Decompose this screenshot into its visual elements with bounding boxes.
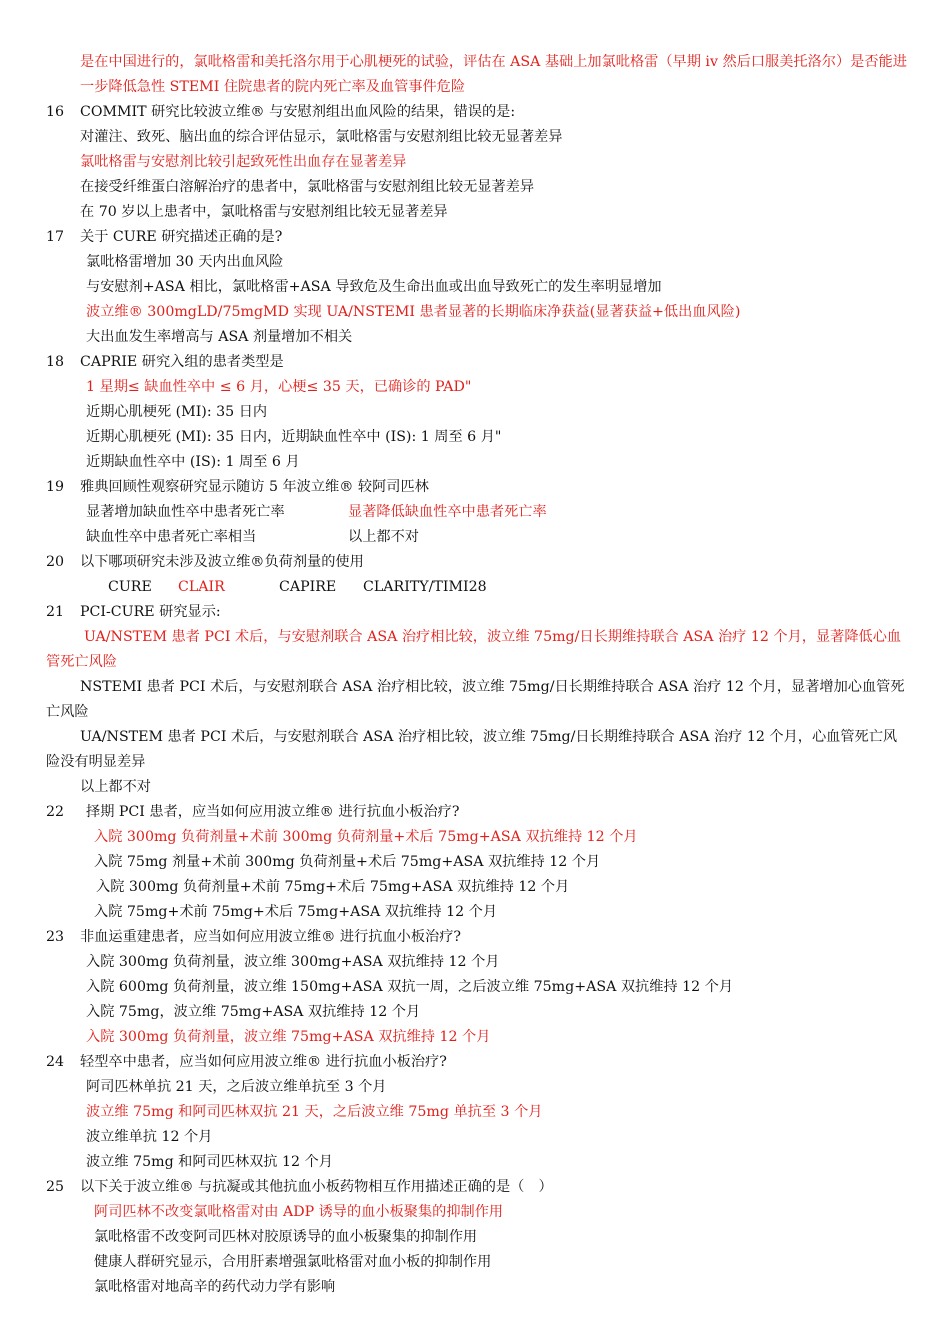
question-number: 20 [46, 554, 65, 570]
question-19 [46, 475, 906, 500]
option: 氯吡格雷对地高辛的药代动力学有影响 [94, 1279, 336, 1295]
question-text: PCI-CURE 研究显示: [80, 604, 221, 620]
option: 近期缺血性卒中 (IS): 1 周至 6 月 [86, 454, 300, 470]
question-number: 22 [46, 804, 65, 820]
option: 入院 600mg 负荷剂量，波立维 150mg+ASA 双抗一周，之后波立维 75mg+ASA 双抗维持 12 个月 [86, 979, 734, 995]
question-text: 以下哪项研究未涉及波立维®负荷剂量的使用 [80, 554, 364, 570]
option: 对灌注、致死、脑出血的综合评估显示，氯吡格雷与安慰剂组比较无显著差异 [80, 129, 563, 145]
option: 入院 300mg 负荷剂量，波立维 300mg+ASA 双抗维持 12 个月 [86, 954, 500, 970]
option-row [46, 575, 906, 600]
option: 入院 75mg+术前 75mg+术后 75mg+ASA 双抗维持 12 个月 [94, 904, 498, 920]
option-row [46, 500, 906, 525]
question-text: CAPRIE 研究入组的患者类型是 [80, 354, 284, 370]
option: 入院 75mg 剂量+术前 300mg 负荷剂量+术后 75mg+ASA 双抗维持 12 个月 [94, 854, 601, 870]
question-number: 17 [46, 229, 65, 245]
question-16 [46, 100, 906, 125]
option: 波立维单抗 12 个月 [86, 1129, 213, 1145]
option: CURE [108, 579, 152, 595]
option: 健康人群研究显示，合用肝素增强氯吡格雷对血小板的抑制作用 [94, 1254, 492, 1270]
question-text: 轻型卒中患者，应当如何应用波立维® 进行抗血小板治疗? [80, 1054, 447, 1070]
question-number: 21 [46, 604, 65, 620]
option: 显著增加缺血性卒中患者死亡率 [86, 504, 285, 520]
option-answer: 波立维 75mg 和阿司匹林双抗 21 天，之后波立维 75mg 单抗至 3 个月 [86, 1104, 543, 1120]
option-answer: 显著降低缺血性卒中患者死亡率 [348, 504, 547, 520]
question-23 [46, 925, 906, 950]
intro-paragraph [46, 50, 908, 100]
option: CLARITY/TIMI28 [363, 579, 487, 595]
option: 入院 300mg 负荷剂量+术前 75mg+术后 75mg+ASA 双抗维持 12 个月 [96, 879, 570, 895]
question-text: 关于 CURE 研究描述正确的是? [80, 229, 283, 245]
option-row [46, 525, 906, 550]
option: 在接受纤维蛋白溶解治疗的患者中，氯吡格雷与安慰剂组比较无显著差异 [80, 179, 535, 195]
question-18 [46, 350, 906, 375]
option-answer: 入院 300mg 负荷剂量+术前 300mg 负荷剂量+术后 75mg+ASA 双抗维持 12 个月 [94, 829, 638, 845]
question-number: 25 [46, 1179, 65, 1195]
option: 氯吡格雷不改变阿司匹林对胶原诱导的血小板聚集的抑制作用 [94, 1229, 478, 1245]
option: 与安慰剂+ASA 相比，氯吡格雷+ASA 导致危及生命出血或出血导致死亡的发生率明显增加 [86, 279, 662, 295]
question-text: 非血运重建患者，应当如何应用波立维® 进行抗血小板治疗? [80, 929, 461, 945]
option: 以上都不对 [80, 779, 151, 795]
question-text: 择期 PCI 患者，应当如何应用波立维® 进行抗血小板治疗? [86, 804, 460, 820]
question-number: 23 [46, 929, 65, 945]
question-number: 24 [46, 1054, 65, 1070]
question-20 [46, 550, 906, 575]
option-answer: 波立维® 300mgLD/75mgMD 实现 UA/NSTEMI 患者显著的长期临床净获益(显著获益+低出血风险) [86, 304, 741, 320]
option-answer: 氯吡格雷与安慰剂比较引起致死性出血存在显著差异 [80, 154, 407, 170]
option: 近期心肌梗死 (MI): 35 日内 [86, 404, 268, 420]
option: 大出血发生率增高与 ASA 剂量增加不相关 [86, 329, 353, 345]
option: NSTEMI 患者 PCI 术后，与安慰剂联合 ASA 治疗相比较，波立维 75mg/日长期维持联合 ASA 治疗 12 个月，显著增加心血管死亡风险 [46, 679, 905, 720]
option-answer: UA/NSTEM 患者 PCI 术后，与安慰剂联合 ASA 治疗相比较，波立维 75mg/日长期维持联合 ASA 治疗 12 个月，显著降低心血管死亡风险 [46, 629, 902, 670]
intro-text: 是在中国进行的，氯吡格雷和美托洛尔用于心肌梗死的试验，评估在 ASA 基础上加氯吡格雷（早期 iv 然后口服美托洛尔）是否能进一步降低急性 STEMI 住院患者的院内死亡率及血管事件危险 [80, 54, 907, 95]
option-answer: 1 星期≤ 缺血性卒中 ≤ 6 月，心梗≤ 35 天，已确诊的 PAD" [86, 379, 472, 395]
question-22 [46, 800, 906, 825]
option: 近期心肌梗死 (MI): 35 日内，近期缺血性卒中 (IS): 1 周至 6 月" [86, 429, 502, 445]
option: 在 70 岁以上患者中，氯吡格雷与安慰剂组比较无显著差异 [80, 204, 448, 220]
option: 入院 75mg，波立维 75mg+ASA 双抗维持 12 个月 [86, 1004, 421, 1020]
question-number: 19 [46, 479, 65, 495]
question-text: 以下关于波立维® 与抗凝或其他抗血小板药物相互作用描述正确的是（ ） [80, 1179, 553, 1195]
option-answer: 阿司匹林不改变氯吡格雷对由 ADP 诱导的血小板聚集的抑制作用 [94, 1204, 504, 1220]
question-number: 18 [46, 354, 65, 370]
question-17 [46, 225, 906, 250]
option: 氯吡格雷增加 30 天内出血风险 [86, 254, 284, 270]
question-text: 雅典回顾性观察研究显示随访 5 年波立维® 较阿司匹林 [80, 479, 429, 495]
option: UA/NSTEM 患者 PCI 术后，与安慰剂联合 ASA 治疗相比较，波立维 75mg/日长期维持联合 ASA 治疗 12 个月，心血管死亡风险没有明显差异 [46, 729, 898, 770]
question-21 [46, 600, 906, 625]
option: CAPIRE [279, 579, 337, 595]
question-25 [46, 1175, 906, 1200]
option: 波立维 75mg 和阿司匹林双抗 12 个月 [86, 1154, 333, 1170]
option: 缺血性卒中患者死亡率相当 [86, 529, 257, 545]
option-answer: 入院 300mg 负荷剂量，波立维 75mg+ASA 双抗维持 12 个月 [86, 1029, 491, 1045]
question-number: 16 [46, 104, 65, 120]
question-24 [46, 1050, 906, 1075]
option-answer: CLAIR [178, 579, 225, 595]
question-text: COMMIT 研究比较波立维® 与安慰剂组出血风险的结果，错误的是: [80, 104, 516, 120]
option: 以上都不对 [348, 529, 419, 545]
option: 阿司匹林单抗 21 天，之后波立维单抗至 3 个月 [86, 1079, 387, 1095]
